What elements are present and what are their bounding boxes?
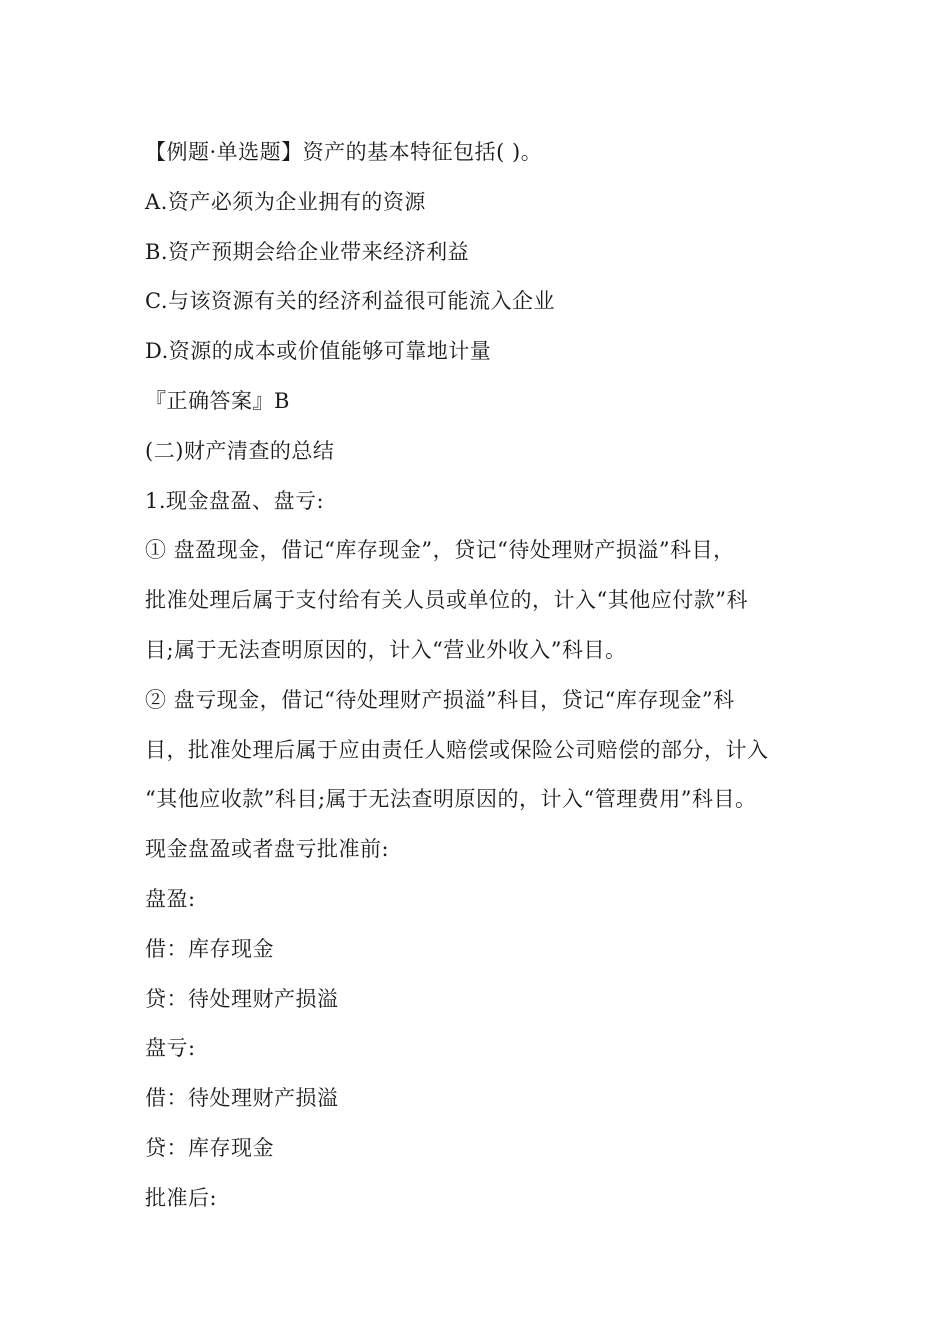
option-a: A.资产必须为企业拥有的资源 [145,189,426,214]
option-d: D.资源的成本或价值能够可靠地计量 [145,339,492,364]
entry-label: 盘盈: [145,886,196,911]
option-c: C.与该资源有关的经济利益很可能流入企业 [145,289,555,314]
paragraph-line: ② 盘亏现金，借记“待处理财产损溢”科目，贷记“库存现金”科 [145,687,735,712]
subsection-heading: 1.现金盘盈、盘亏: [145,488,325,513]
document-body [145,128,825,1224]
option-b: B.资产预期会给企业带来经济利益 [145,239,470,264]
entry-credit: 贷：库存现金 [145,1135,274,1160]
paragraph-line: 目，批准处理后属于应由责任人赔偿或保险公司赔偿的部分，计入 [145,737,769,762]
paragraph-line: 批准处理后属于支付给有关人员或单位的，计入“其他应付款”科 [145,588,748,613]
entry-credit: 贷：待处理财产损溢 [145,986,339,1011]
section-heading: (二)财产清查的总结 [145,438,335,463]
correct-answer: 『正确答案』B [145,388,290,413]
entry-debit: 借：库存现金 [145,936,274,961]
entry-heading: 现金盘盈或者盘亏批准前: [145,837,390,862]
entry-heading: 批准后: [145,1185,218,1210]
entry-debit: 借：待处理财产损溢 [145,1086,339,1111]
paragraph-line: ① 盘盈现金，借记“库存现金”，贷记“待处理财产损溢”科目， [145,538,735,563]
entry-label: 盘亏: [145,1036,196,1061]
question-title: 【例题·单选题】资产的基本特征包括( )。 [145,140,543,164]
paragraph-line: 目;属于无法查明原因的，计入“营业外收入”科目。 [145,637,627,662]
paragraph-line: “其他应收款”科目;属于无法查明原因的，计入“管理费用”科目。 [145,787,757,812]
